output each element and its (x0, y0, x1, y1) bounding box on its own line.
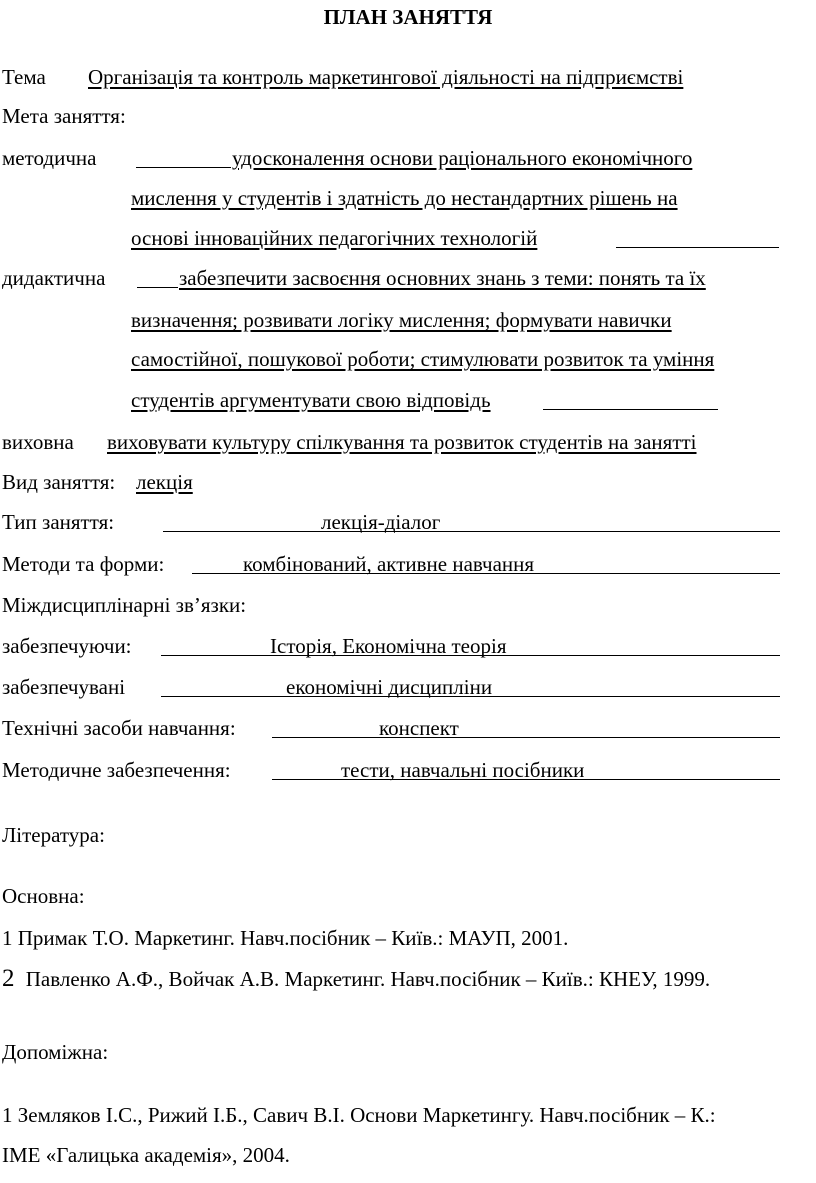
providing-label: забезпечуючи: (2, 634, 132, 658)
additional-literature-item-1 (2, 1102, 716, 1128)
additional-literature-item-1-cont: ІМЕ «Галицька академія», 2004. (2, 1143, 290, 1167)
providing-value: Історія, Економічна теорія (270, 634, 507, 658)
underline-fill (616, 247, 779, 248)
technical-means-label: Технічні засоби навчання: (2, 716, 236, 740)
literature-label: Література: (2, 823, 105, 847)
didactic-line-3: самостійної, пошукової роботи; стимулювати розвиток та уміння (131, 347, 715, 371)
lesson-kind-value: лекція (136, 470, 193, 494)
methodical-line-1: удосконалення основи раціонального економічного (232, 146, 693, 170)
interdisciplinary-label: Міждисциплінарні зв’язки: (2, 593, 247, 617)
lesson-type-value: лекція-діалог (321, 510, 441, 534)
didactic-line-4: студентів аргументувати свою відповідь (131, 388, 491, 412)
provided-label: забезпечувані (2, 675, 126, 699)
provided-value: економічні дисципліни (286, 675, 493, 699)
list-item-number: 1 (2, 1103, 13, 1127)
list-item-text: Земляков І.С., Рижий І.Б., Савич В.І. Основи Маркетингу. Навч.посібник – К.: (17, 1103, 716, 1127)
list-item-number: 2 (2, 965, 15, 992)
list-item-number: 1 (2, 926, 13, 950)
page-title: ПЛАН ЗАНЯТТЯ (323, 5, 493, 29)
didactic-line-1: забезпечити засвоєння основних знань з теми: понять та їх (179, 266, 706, 290)
educational-value: виховувати культуру спілкування та розвиток студентів на занятті (107, 430, 697, 454)
topic-label: Тема (2, 65, 46, 89)
list-item-text: Павленко А.Ф., Войчак А.В. Маркетинг. Навч.посібник – Київ.: КНЕУ, 1999. (25, 967, 711, 991)
goal-label: Мета заняття: (2, 104, 126, 128)
underline-fill (137, 287, 178, 288)
topic-value: Організація та контроль маркетингової діяльності на підприємстві (88, 65, 684, 89)
methods-label: Методи та форми: (2, 552, 165, 576)
lesson-type-underline (163, 531, 780, 532)
technical-means-value: конспект (379, 716, 459, 740)
lesson-type-label: Тип заняття: (2, 510, 115, 534)
methodical-support-value: тести, навчальні посібники (341, 758, 585, 782)
additional-literature-label: Допоміжна: (2, 1040, 109, 1064)
lesson-kind-label: Вид заняття: (2, 470, 116, 494)
main-literature-item-2 (2, 966, 710, 992)
methodical-line-2: мислення у студентів і здатність до нестандартних рішень на (131, 186, 678, 210)
didactic-line-2: визначення; розвивати логіку мислення; формувати навички (131, 308, 672, 332)
methodical-line-3: основі інноваційних педагогічних технологій (131, 226, 538, 250)
methodical-label: методична (2, 146, 97, 170)
underline-fill (136, 167, 231, 168)
list-item-text: Примак Т.О. Маркетинг. Навч.посібник – Київ.: МАУП, 2001. (17, 926, 569, 950)
methods-value: комбінований, активне навчання (243, 552, 535, 576)
main-literature-label: Основна: (2, 884, 85, 908)
educational-label: виховна (2, 430, 74, 454)
methodical-support-label: Методичне забезпечення: (2, 758, 231, 782)
technical-means-underline (272, 737, 780, 738)
underline-fill (543, 409, 718, 410)
main-literature-item-1 (2, 925, 568, 951)
didactic-label: дидактична (2, 266, 106, 290)
